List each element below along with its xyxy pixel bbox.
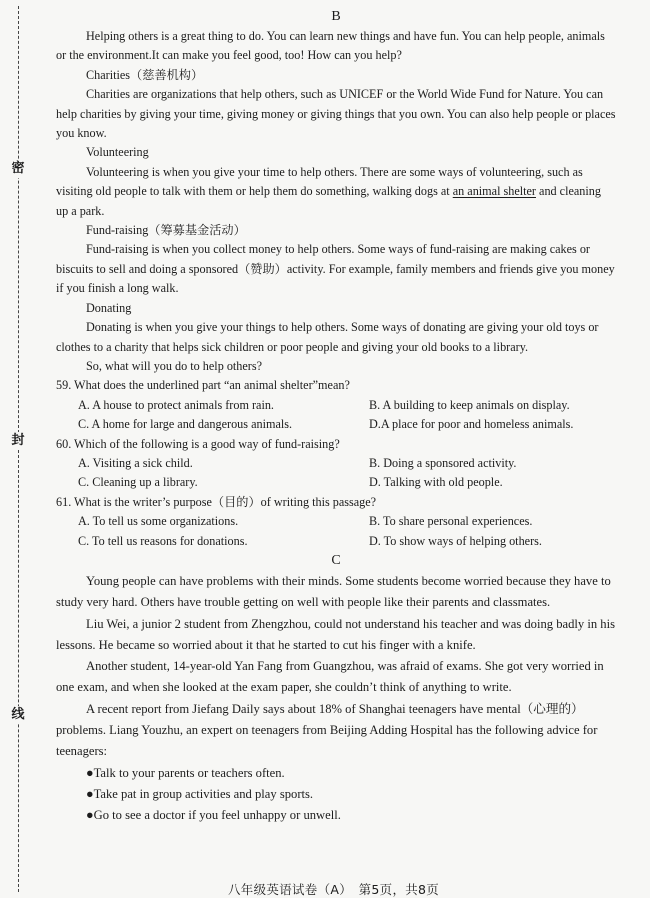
- donating-paragraph: Donating is when you give your things to help others. Some ways of donating are giving your old toys or clothes to a charity that helps sick children or poor people and giving your old books to a library.: [56, 320, 599, 354]
- option-c: C. Cleaning up a library.: [78, 475, 198, 490]
- binding-mark-seal2: 封: [6, 432, 30, 450]
- section-c-paragraph-3: Another student, 14-year-old Yan Fang from Guangzhou, was afraid of exams. She got very worried in one exam, and when she looked at the exam paper, she couldn’t think of anything to write.: [56, 659, 604, 695]
- section-c: [56, 552, 616, 827]
- binding-mark-seal: 密: [6, 160, 30, 178]
- volunteering-text-after: and cleaning up a park.: [56, 184, 601, 218]
- binding-mark-line: 线: [6, 706, 30, 724]
- option-c: C. To tell us reasons for donations.: [78, 533, 248, 548]
- option-b: B. Doing a sponsored activity.: [369, 455, 517, 470]
- advice-item: ●Talk to your parents or teachers often.: [86, 765, 285, 780]
- page-content: [56, 8, 616, 827]
- section-c-paragraph-4: A recent report from Jiefang Daily says about 18% of Shanghai teenagers have mental（心理的）problems. Liang Youzhu, an expert on teenagers from Beijing Adding Hospital has the following advice for teenagers:: [56, 701, 598, 759]
- option-a: A. A house to protect animals from rain.: [78, 397, 274, 412]
- option-b: B. A building to keep animals on display.: [369, 397, 570, 412]
- option-c: C. A home for large and dangerous animals.: [78, 417, 293, 432]
- option-d: D. To show ways of helping others.: [369, 533, 542, 548]
- section-c-paragraph-1: Young people can have problems with their minds. Some students become worried because they have to study very hard. Others have trouble getting on well with people like their parents and classmates.: [56, 573, 611, 610]
- closing-question: So, what will you do to help others?: [86, 358, 263, 373]
- option-d: D.A place for poor and homeless animals.: [369, 417, 574, 432]
- question-stem: 61. What is the writer’s purpose（目的）of writing this passage?: [56, 494, 377, 509]
- underlined-phrase: an animal shelter: [452, 184, 536, 199]
- option-a: A. To tell us some organizations.: [78, 514, 239, 529]
- charities-heading: Charities（慈善机构）: [86, 67, 204, 82]
- question-60: [56, 435, 616, 493]
- fundraising-heading: Fund-raising（筹募基金活动）: [86, 223, 246, 238]
- volunteering-text-before: Volunteering is when you give your time to help others. There are some ways of volunteering, such as visiting old people to talk with them or help them do something, walking dogs at: [56, 164, 583, 199]
- binding-margin: [0, 0, 30, 898]
- advice-item: ●Take pat in group activities and play sports.: [86, 786, 314, 801]
- intro-paragraph: Helping others is a great thing to do. You can learn new things and have fun. You can help people, animals or the environment.It can make you feel good, too! How can you help?: [56, 29, 605, 63]
- question-stem: 60. Which of the following is a good way of fund-raising?: [56, 436, 340, 451]
- charities-paragraph: Charities are organizations that help others, such as UNICEF or the World Wide Fund for Nature. You can help charities by giving your time, giving money or giving things that you own. You can also help people or places you know.: [56, 87, 616, 141]
- page-footer: 八年级英语试卷（A） 第5页，共8页: [228, 882, 440, 897]
- donating-heading: Donating: [86, 300, 132, 315]
- volunteering-heading: Volunteering: [86, 145, 149, 160]
- section-c-paragraph-2: Liu Wei, a junior 2 student from Zhengzhou, could not understand his teacher and was doing badly in his lessons. He became so worried about it that he started to cut his finger with a knife.: [56, 616, 615, 652]
- section-b-letter: B: [331, 9, 341, 24]
- option-b: B. To share personal experiences.: [369, 514, 533, 529]
- question-stem: 59. What does the underlined part “an animal shelter”mean?: [56, 378, 350, 393]
- section-b: [56, 8, 616, 551]
- fundraising-paragraph: Fund-raising is when you collect money to help others. Some ways of fund-raising are making cakes or biscuits to sell and doing a sponsored（赞助）activity. For example, family members and friends give you money if you finish a long walk.: [56, 242, 615, 296]
- volunteering-paragraph: [56, 163, 616, 221]
- option-d: D. Talking with old people.: [369, 475, 503, 490]
- section-c-letter: C: [331, 552, 341, 568]
- option-a: A. Visiting a sick child.: [78, 455, 193, 470]
- question-59: [56, 376, 616, 434]
- advice-item: ●Go to see a doctor if you feel unhappy or unwell.: [86, 808, 341, 823]
- question-61: [56, 493, 616, 551]
